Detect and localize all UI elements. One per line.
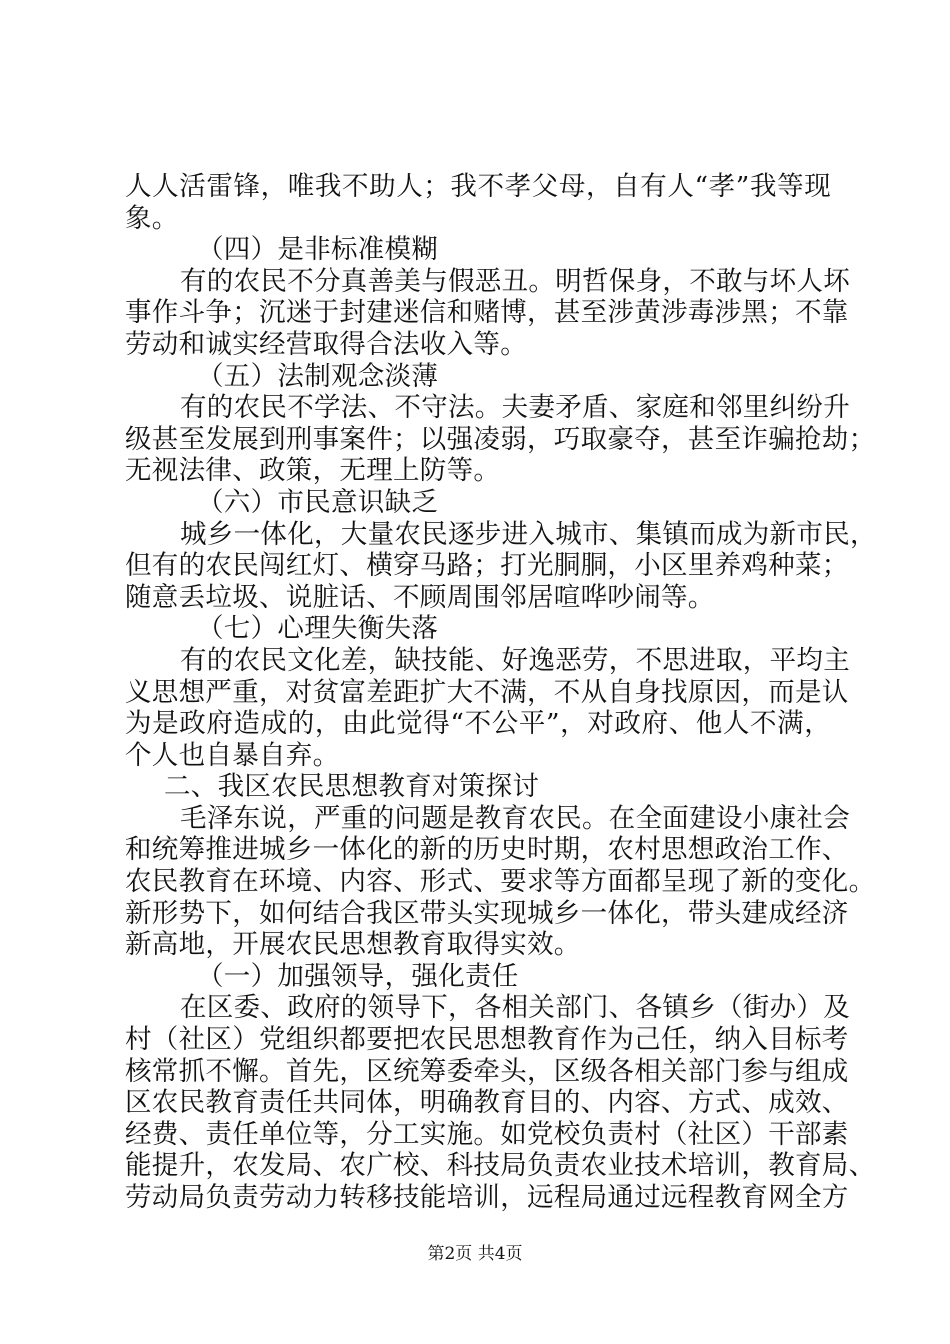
body-line: 和统筹推进城乡一体化的新的历史时期，农村思想政治工作、: [125, 834, 849, 866]
body-line: 个人也自暴自弃。: [125, 739, 340, 771]
section-heading: （一）加强领导，强化责任: [197, 960, 519, 992]
page-footer: 第2页 共4页: [427, 1244, 523, 1264]
body-line: 毛泽东说，严重的问题是教育农民。在全面建设小康社会: [180, 802, 850, 834]
body-line: 新形势下，如何结合我区带头实现城乡一体化，带头建成经济: [125, 897, 849, 929]
body-line: 义思想严重，对贫富差距扩大不满，不从自身找原因，而是认: [125, 676, 849, 708]
body-line: 象。: [125, 202, 179, 234]
body-line: 有的农民不分真善美与假恶丑。明哲保身，不敢与坏人坏: [180, 265, 850, 297]
body-line: 农民教育在环境、内容、形式、要求等方面都呈现了新的变化。: [125, 866, 876, 898]
body-line: 区农民教育责任共同体，明确教育目的、内容、方式、成效、: [125, 1087, 849, 1119]
section-heading: （六）市民意识缺乏: [197, 486, 439, 518]
body-line: 有的农民文化差，缺技能、好逸恶劳，不思进取，平均主: [180, 644, 850, 676]
body-line: 人人活雷锋，唯我不助人；我不孝父母，自有人“孝”我等现: [125, 171, 831, 202]
document-body: [125, 171, 877, 1214]
body-line: 但有的农民闯红灯、横穿马路；打光胴胴，小区里养鸡种菜；: [125, 550, 849, 582]
body-line: 城乡一体化，大量农民逐步进入城市、集镇而成为新市民，: [180, 518, 877, 550]
body-line: 劳动和诚实经营取得合法收入等。: [125, 328, 527, 360]
body-line: 新高地，开展农民思想教育取得实效。: [125, 929, 581, 961]
body-line: 在区委、政府的领导下，各相关部门、各镇乡（街办）及: [180, 992, 850, 1024]
body-line: 事作斗争；沉迷于封建迷信和赌博，甚至涉黄涉毒涉黑；不靠: [125, 297, 849, 329]
section-heading: （四）是非标准模糊: [197, 234, 439, 266]
body-line: 随意丢垃圾、说脏话、不顾周围邻居喧哗吵闹等。: [125, 581, 715, 613]
body-line: 有的农民不学法、不守法。夫妻矛盾、家庭和邻里纠纷升: [180, 392, 850, 424]
body-line: 劳动局负责劳动力转移技能培训，远程局通过远程教育网全方: [125, 1182, 849, 1213]
chapter-heading: 二、我区农民思想教育对策探讨: [164, 771, 540, 803]
body-line: 核常抓不懈。首先，区统筹委牵头，区级各相关部门参与组成: [125, 1055, 849, 1087]
body-line: 为是政府造成的，由此觉得“不公平”，对政府、他人不满，: [125, 708, 831, 740]
body-line: 经费、责任单位等，分工实施。如党校负责村（社区）干部素: [125, 1118, 849, 1150]
section-heading: （五）法制观念淡薄: [197, 360, 439, 392]
body-line: 能提升，农发局、农广校、科技局负责农业技术培训，教育局、: [125, 1150, 876, 1182]
body-line: 无视法律、政策，无理上防等。: [125, 455, 501, 487]
body-line: 村（社区）党组织都要把农民思想教育作为己任，纳入目标考: [125, 1024, 849, 1056]
body-line: 级甚至发展到刑事案件；以强凌弱，巧取豪夺，甚至诈骗抢劫；: [125, 423, 876, 455]
section-heading: （七）心理失衡失落: [197, 613, 439, 645]
